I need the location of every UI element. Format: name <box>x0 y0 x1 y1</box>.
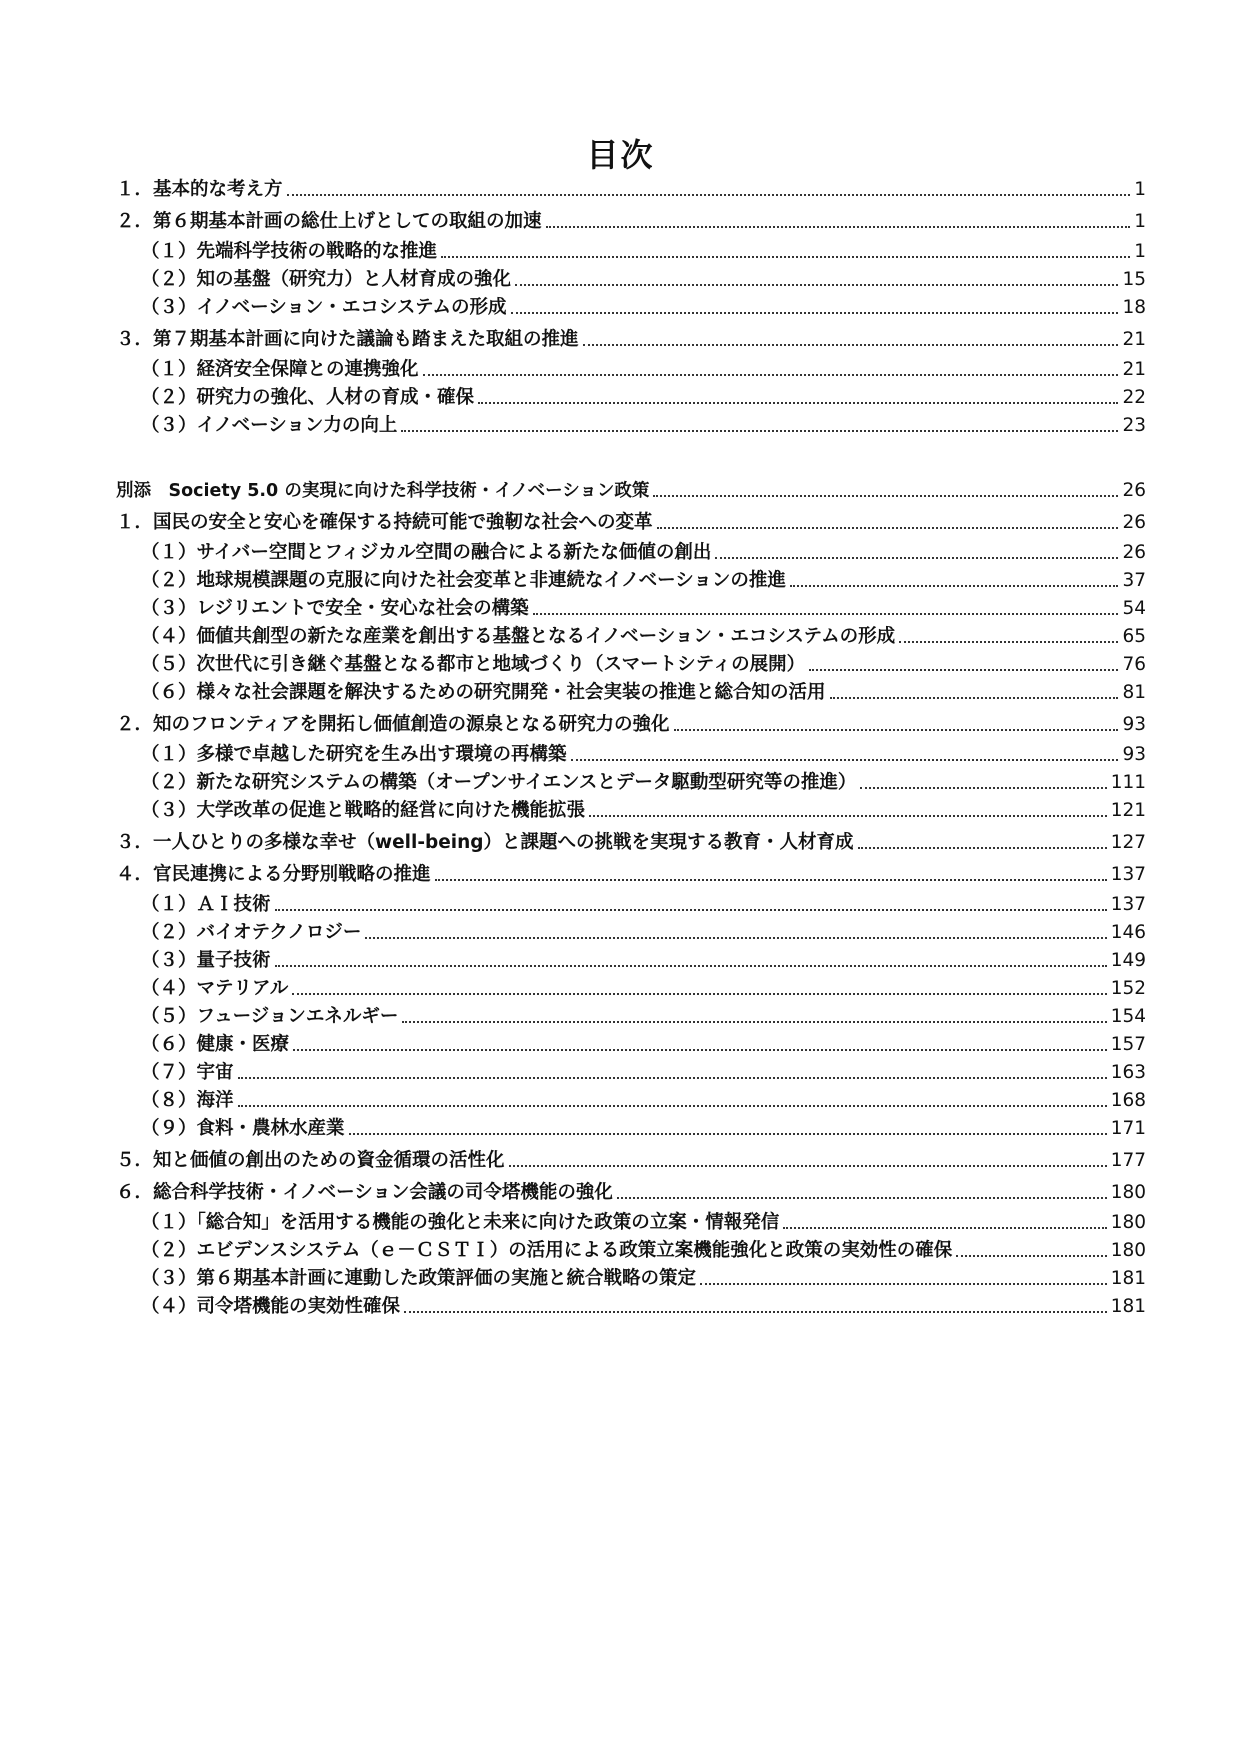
toc-dot-leader <box>700 1283 1107 1285</box>
toc-dot-leader <box>546 226 1131 228</box>
toc-entry-label: （５）フュージョンエネルギー <box>141 1006 399 1027</box>
toc-page-number: 15 <box>1122 269 1146 290</box>
toc-dot-leader <box>349 1133 1107 1135</box>
toc-dot-leader <box>515 284 1118 286</box>
toc-subentry <box>141 998 1146 1028</box>
toc-dot-leader <box>571 759 1119 761</box>
toc-dot-leader <box>956 1255 1106 1257</box>
toc-page-number: 168 <box>1110 1090 1146 1111</box>
toc-entry-label: １．国民の安全と安心を確保する持続可能で強靭な社会への変革 <box>116 512 653 533</box>
toc-dot-leader <box>899 641 1118 643</box>
toc-entry-label: （５）次世代に引き継ぐ基盤となる都市と地域づくり（スマートシティの展開） <box>141 654 806 675</box>
toc-dot-leader <box>715 557 1118 559</box>
toc-page-number: 137 <box>1110 894 1146 915</box>
toc-page-number: 37 <box>1122 570 1146 591</box>
toc-page-number: 54 <box>1122 598 1146 619</box>
toc-entry-label: （１）多様で卓越した研究を生み出す環境の再構築 <box>141 744 567 765</box>
toc-entry <box>116 856 1146 886</box>
toc-page-number: 152 <box>1110 978 1146 999</box>
toc-entry <box>116 706 1146 736</box>
toc-entry-label: 別添 Society 5.0 の実現に向けた科学技術・イノベーション政策 <box>116 481 650 501</box>
toc-page-number: 1 <box>1134 179 1146 200</box>
toc-subentry <box>141 764 1146 794</box>
toc-page-number: 93 <box>1122 714 1146 735</box>
toc-entry-label: （８）海洋 <box>141 1090 234 1111</box>
toc-subentry <box>141 1288 1146 1318</box>
toc-entry-label: （２）知の基盤（研究力）と人材育成の強化 <box>141 269 512 290</box>
toc-page-number: 18 <box>1122 297 1146 318</box>
toc-subentry <box>141 1082 1146 1112</box>
toc-page-number: 81 <box>1122 682 1146 703</box>
toc-dot-leader <box>365 937 1106 939</box>
toc-page-number: 180 <box>1110 1212 1146 1233</box>
toc-entry-label: （２）エビデンスシステム（ｅ－ＣＳＴＩ）の活用による政策立案機能強化と政策の実効性の確保 <box>141 1240 953 1261</box>
toc-entry <box>116 504 1146 534</box>
toc-entry-label: ３．第７期基本計画に向けた議論も踏まえた取組の推進 <box>116 329 579 350</box>
toc-subentry <box>141 590 1146 620</box>
toc-subentry <box>141 886 1146 916</box>
toc-page-number: 21 <box>1122 359 1146 380</box>
toc-dot-leader <box>830 697 1119 699</box>
toc-entry-label: １．基本的な考え方 <box>116 179 283 200</box>
toc-subentry <box>141 914 1146 944</box>
toc-dot-leader <box>293 1049 1107 1051</box>
toc-page-number: 26 <box>1122 542 1146 563</box>
toc-entry-label: （９）食料・農林水産業 <box>141 1118 345 1139</box>
toc-entry <box>116 321 1146 351</box>
toc-dot-leader <box>275 909 1107 911</box>
toc-page-number: 76 <box>1122 654 1146 675</box>
toc-entry-label: （１）経済安全保障との連携強化 <box>141 359 419 380</box>
toc-entry-label: （３）イノベーション力の向上 <box>141 415 398 436</box>
toc-page-number: 149 <box>1110 950 1146 971</box>
toc-page-number: 137 <box>1110 864 1146 885</box>
toc-entry-label: （３）第６期基本計画に連動した政策評価の実施と統合戦略の策定 <box>141 1268 697 1289</box>
toc-subentry <box>141 970 1146 1000</box>
toc-entry-label: （６）様々な社会課題を解決するための研究開発・社会実装の推進と総合知の活用 <box>141 682 826 703</box>
toc-page-number: 180 <box>1110 1182 1146 1203</box>
toc-page-number: 1 <box>1134 211 1146 232</box>
toc-dot-leader <box>674 729 1119 731</box>
toc-entry-label: （２）研究力の強化、人材の育成・確保 <box>141 387 475 408</box>
toc-page-number: 93 <box>1122 744 1146 765</box>
toc-page-number: 26 <box>1122 512 1146 533</box>
toc-page-number: 65 <box>1122 626 1146 647</box>
toc-entry <box>116 1174 1146 1204</box>
toc-entry-label: （１）先端科学技術の戦略的な推進 <box>141 241 438 262</box>
toc-subentry <box>141 618 1146 648</box>
toc-page-number: 111 <box>1110 772 1146 793</box>
toc-page-number: 171 <box>1110 1118 1146 1139</box>
toc-entry-label: （１）ＡＩ技術 <box>141 894 271 915</box>
toc-page-number: 181 <box>1110 1268 1146 1289</box>
toc-entry-label: （４）司令塔機能の実効性確保 <box>141 1296 401 1317</box>
toc-dot-leader <box>238 1105 1107 1107</box>
toc-subentry <box>141 1204 1146 1234</box>
toc-page-number: 146 <box>1110 922 1146 943</box>
toc-dot-leader <box>583 344 1119 346</box>
toc-page-number: 121 <box>1110 800 1146 821</box>
toc-entry-label: （３）量子技術 <box>141 950 271 971</box>
toc-dot-leader <box>617 1197 1107 1199</box>
toc-page-number: 22 <box>1122 387 1146 408</box>
toc-subentry <box>141 736 1146 766</box>
toc-entry <box>116 1142 1146 1172</box>
toc-entry-label: （３）イノベーション・エコシステムの形成 <box>141 297 507 318</box>
toc-entry-label: ２．第６期基本計画の総仕上げとしての取組の加速 <box>116 211 542 232</box>
toc-subentry <box>141 1054 1146 1084</box>
toc-entry <box>116 824 1146 854</box>
toc-entry-label: （７）宇宙 <box>141 1062 234 1083</box>
toc-subentry <box>141 1110 1146 1140</box>
toc-entry-label: ４．官民連携による分野別戦略の推進 <box>116 864 431 885</box>
toc-subentry <box>141 534 1146 564</box>
toc-dot-leader <box>401 430 1118 432</box>
toc-subentry <box>141 646 1146 676</box>
toc-entry-label: （３）レジリエントで安全・安心な社会の構築 <box>141 598 529 619</box>
toc-subentry <box>141 942 1146 972</box>
toc-page-number: 180 <box>1110 1240 1146 1261</box>
toc-entry-label: （１）「総合知」を活用する機能の強化と未来に向けた政策の立案・情報発信 <box>141 1212 780 1233</box>
toc-dot-leader <box>809 669 1118 671</box>
toc-entry-label: （２）新たな研究システムの構築（オープンサイエンスとデータ駆動型研究等の推進） <box>141 772 857 793</box>
toc-page-number: 177 <box>1110 1150 1146 1171</box>
toc-page-number: 26 <box>1122 480 1146 501</box>
toc-dot-leader <box>238 1077 1107 1079</box>
toc-entry-label: （３）大学改革の促進と戦略的経営に向けた機能拡張 <box>141 800 586 821</box>
toc-entry-label: （２）地球規模課題の克服に向けた社会変革と非連続なイノベーションの推進 <box>141 570 786 591</box>
toc-entry-label: ３．一人ひとりの多様な幸せ（well-being）と課題への挑戦を実現する教育・人材育成 <box>116 832 854 853</box>
toc-subentry <box>141 407 1146 437</box>
toc-subentry <box>141 1232 1146 1262</box>
toc-page-number: 1 <box>1134 241 1146 262</box>
toc-dot-leader <box>478 402 1118 404</box>
toc-entry <box>116 203 1146 233</box>
page-title: 目次 <box>586 136 655 174</box>
toc-entry <box>116 171 1146 201</box>
toc-page-number: 157 <box>1110 1034 1146 1055</box>
toc-page-number: 23 <box>1122 415 1146 436</box>
toc-page-number: 163 <box>1110 1062 1146 1083</box>
toc-entry-label: （４）マテリアル <box>141 978 289 999</box>
toc-dot-leader <box>657 527 1119 529</box>
toc-dot-leader <box>858 847 1107 849</box>
toc-page-number: 181 <box>1110 1296 1146 1317</box>
toc-page-number: 154 <box>1110 1006 1146 1027</box>
toc-dot-leader <box>511 312 1119 314</box>
toc-dot-leader <box>423 374 1119 376</box>
toc-subentry <box>141 562 1146 592</box>
toc-page-number: 21 <box>1122 329 1146 350</box>
toc-dot-leader <box>653 495 1118 497</box>
toc-page-number: 127 <box>1110 832 1146 853</box>
toc-dot-leader <box>287 194 1131 196</box>
toc-subentry <box>141 261 1146 291</box>
toc-subentry <box>141 674 1146 704</box>
toc-dot-leader <box>790 585 1119 587</box>
toc-entry <box>116 472 1146 502</box>
toc-entry-label: （６）健康・医療 <box>141 1034 290 1055</box>
toc-dot-leader <box>435 879 1107 881</box>
toc-dot-leader <box>589 815 1107 817</box>
toc-dot-leader <box>292 993 1106 995</box>
toc-dot-leader <box>860 787 1106 789</box>
toc-entry-label: （２）バイオテクノロジー <box>141 922 362 943</box>
toc-entry-label: （４）価値共創型の新たな産業を創出する基盤となるイノベーション・エコシステムの形成 <box>141 626 896 647</box>
toc-entry-label: ２．知のフロンティアを開拓し価値創造の源泉となる研究力の強化 <box>116 714 670 735</box>
toc-subentry <box>141 792 1146 822</box>
toc-subentry <box>141 289 1146 319</box>
toc-subentry <box>141 1260 1146 1290</box>
toc-entry-label: ６．総合科学技術・イノベーション会議の司令塔機能の強化 <box>116 1182 613 1203</box>
toc-dot-leader <box>533 613 1119 615</box>
toc-dot-leader <box>509 1165 1107 1167</box>
toc-subentry <box>141 233 1146 263</box>
toc-subentry <box>141 351 1146 381</box>
toc-subentry <box>141 1026 1146 1056</box>
toc-dot-leader <box>275 965 1107 967</box>
toc-dot-leader <box>402 1021 1106 1023</box>
toc-dot-leader <box>441 256 1130 258</box>
toc-dot-leader <box>404 1311 1107 1313</box>
toc-entry-label: ５．知と価値の創出のための資金循環の活性化 <box>116 1150 505 1171</box>
toc-subentry <box>141 379 1146 409</box>
toc-dot-leader <box>783 1227 1106 1229</box>
toc-entry-label: （１）サイバー空間とフィジカル空間の融合による新たな価値の創出 <box>141 542 712 563</box>
